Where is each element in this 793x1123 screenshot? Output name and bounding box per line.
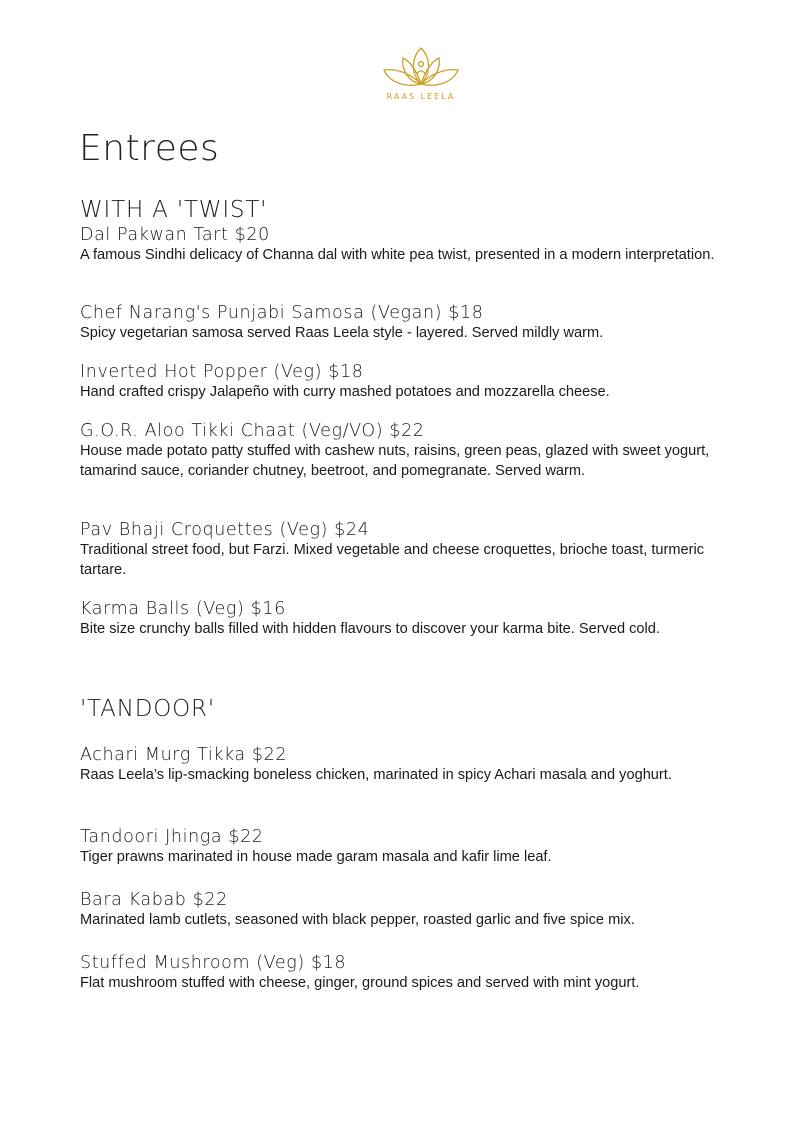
lotus-icon [381,44,461,90]
menu-item-desc: Tiger prawns marinated in house made garam masala and kafir lime leaf. [80,849,552,865]
menu-item-name: Chef Narang's Punjabi Samosa (Vegan) $18 [80,303,484,323]
section-title-tandoor: 'TANDOOR' [80,696,215,722]
menu-item [80,421,720,481]
menu-item-name: Bara Kabab $22 [80,890,228,910]
menu-item [80,599,720,640]
menu-item-desc: Flat mushroom stuffed with cheese, ginger, ground spices and served with mint yogurt. [80,975,640,991]
menu-item [80,303,720,344]
menu-item-desc: Raas Leela’s lip-smacking boneless chicken, marinated in spicy Achari masala and yoghurt. [80,767,672,783]
logo [378,44,464,110]
menu-item-name: Achari Murg Tikka $22 [80,745,288,765]
menu-item-desc: Bite size crunchy balls filled with hidden flavours to discover your karma bite. Served cold. [80,621,660,637]
menu-item [80,745,720,786]
menu-item-desc: Hand crafted crispy Jalapeño with curry mashed potatoes and mozzarella cheese. [80,384,610,400]
menu-item-desc: Marinated lamb cutlets, seasoned with black pepper, roasted garlic and five spice mix. [80,912,635,928]
menu-item-desc: House made potato patty stuffed with cashew nuts, raisins, green peas, glazed with sweet yogurt, tamarind sauce, coriander chutney, beetroot, and pomegranate. Served warm. [80,443,710,479]
page-title: Entrees [79,128,220,169]
logo-text: RAAS LEELA [386,92,456,101]
menu-item-name: Inverted Hot Popper (Veg) $18 [80,362,364,382]
menu-item-name: Dal Pakwan Tart $20 [80,225,270,245]
menu-item-desc: Spicy vegetarian samosa served Raas Leela style - layered. Served mildly warm. [80,325,604,341]
menu-item [80,953,720,994]
menu-item [80,890,720,931]
menu-item-desc: Traditional street food, but Farzi. Mixed vegetable and cheese croquettes, brioche toast, turmeric tartare. [80,542,705,578]
menu-item [80,827,720,868]
section-title-twist: WITH A 'TWIST' [80,197,268,223]
menu-item-name: Tandoori Jhinga $22 [80,827,264,847]
menu-item-name: G.O.R. Aloo Tikki Chaat (Veg/VO) $22 [80,421,425,441]
menu-item-name: Karma Balls (Veg) $16 [80,599,286,619]
menu-item [80,520,720,580]
menu-item [80,225,720,266]
menu-item [80,362,720,403]
menu-item-name: Pav Bhaji Croquettes (Veg) $24 [80,520,370,540]
menu-item-desc: A famous Sindhi delicacy of Channa dal with white pea twist, presented in a modern interpretation. [80,247,715,263]
menu-item-name: Stuffed Mushroom (Veg) $18 [80,953,347,973]
